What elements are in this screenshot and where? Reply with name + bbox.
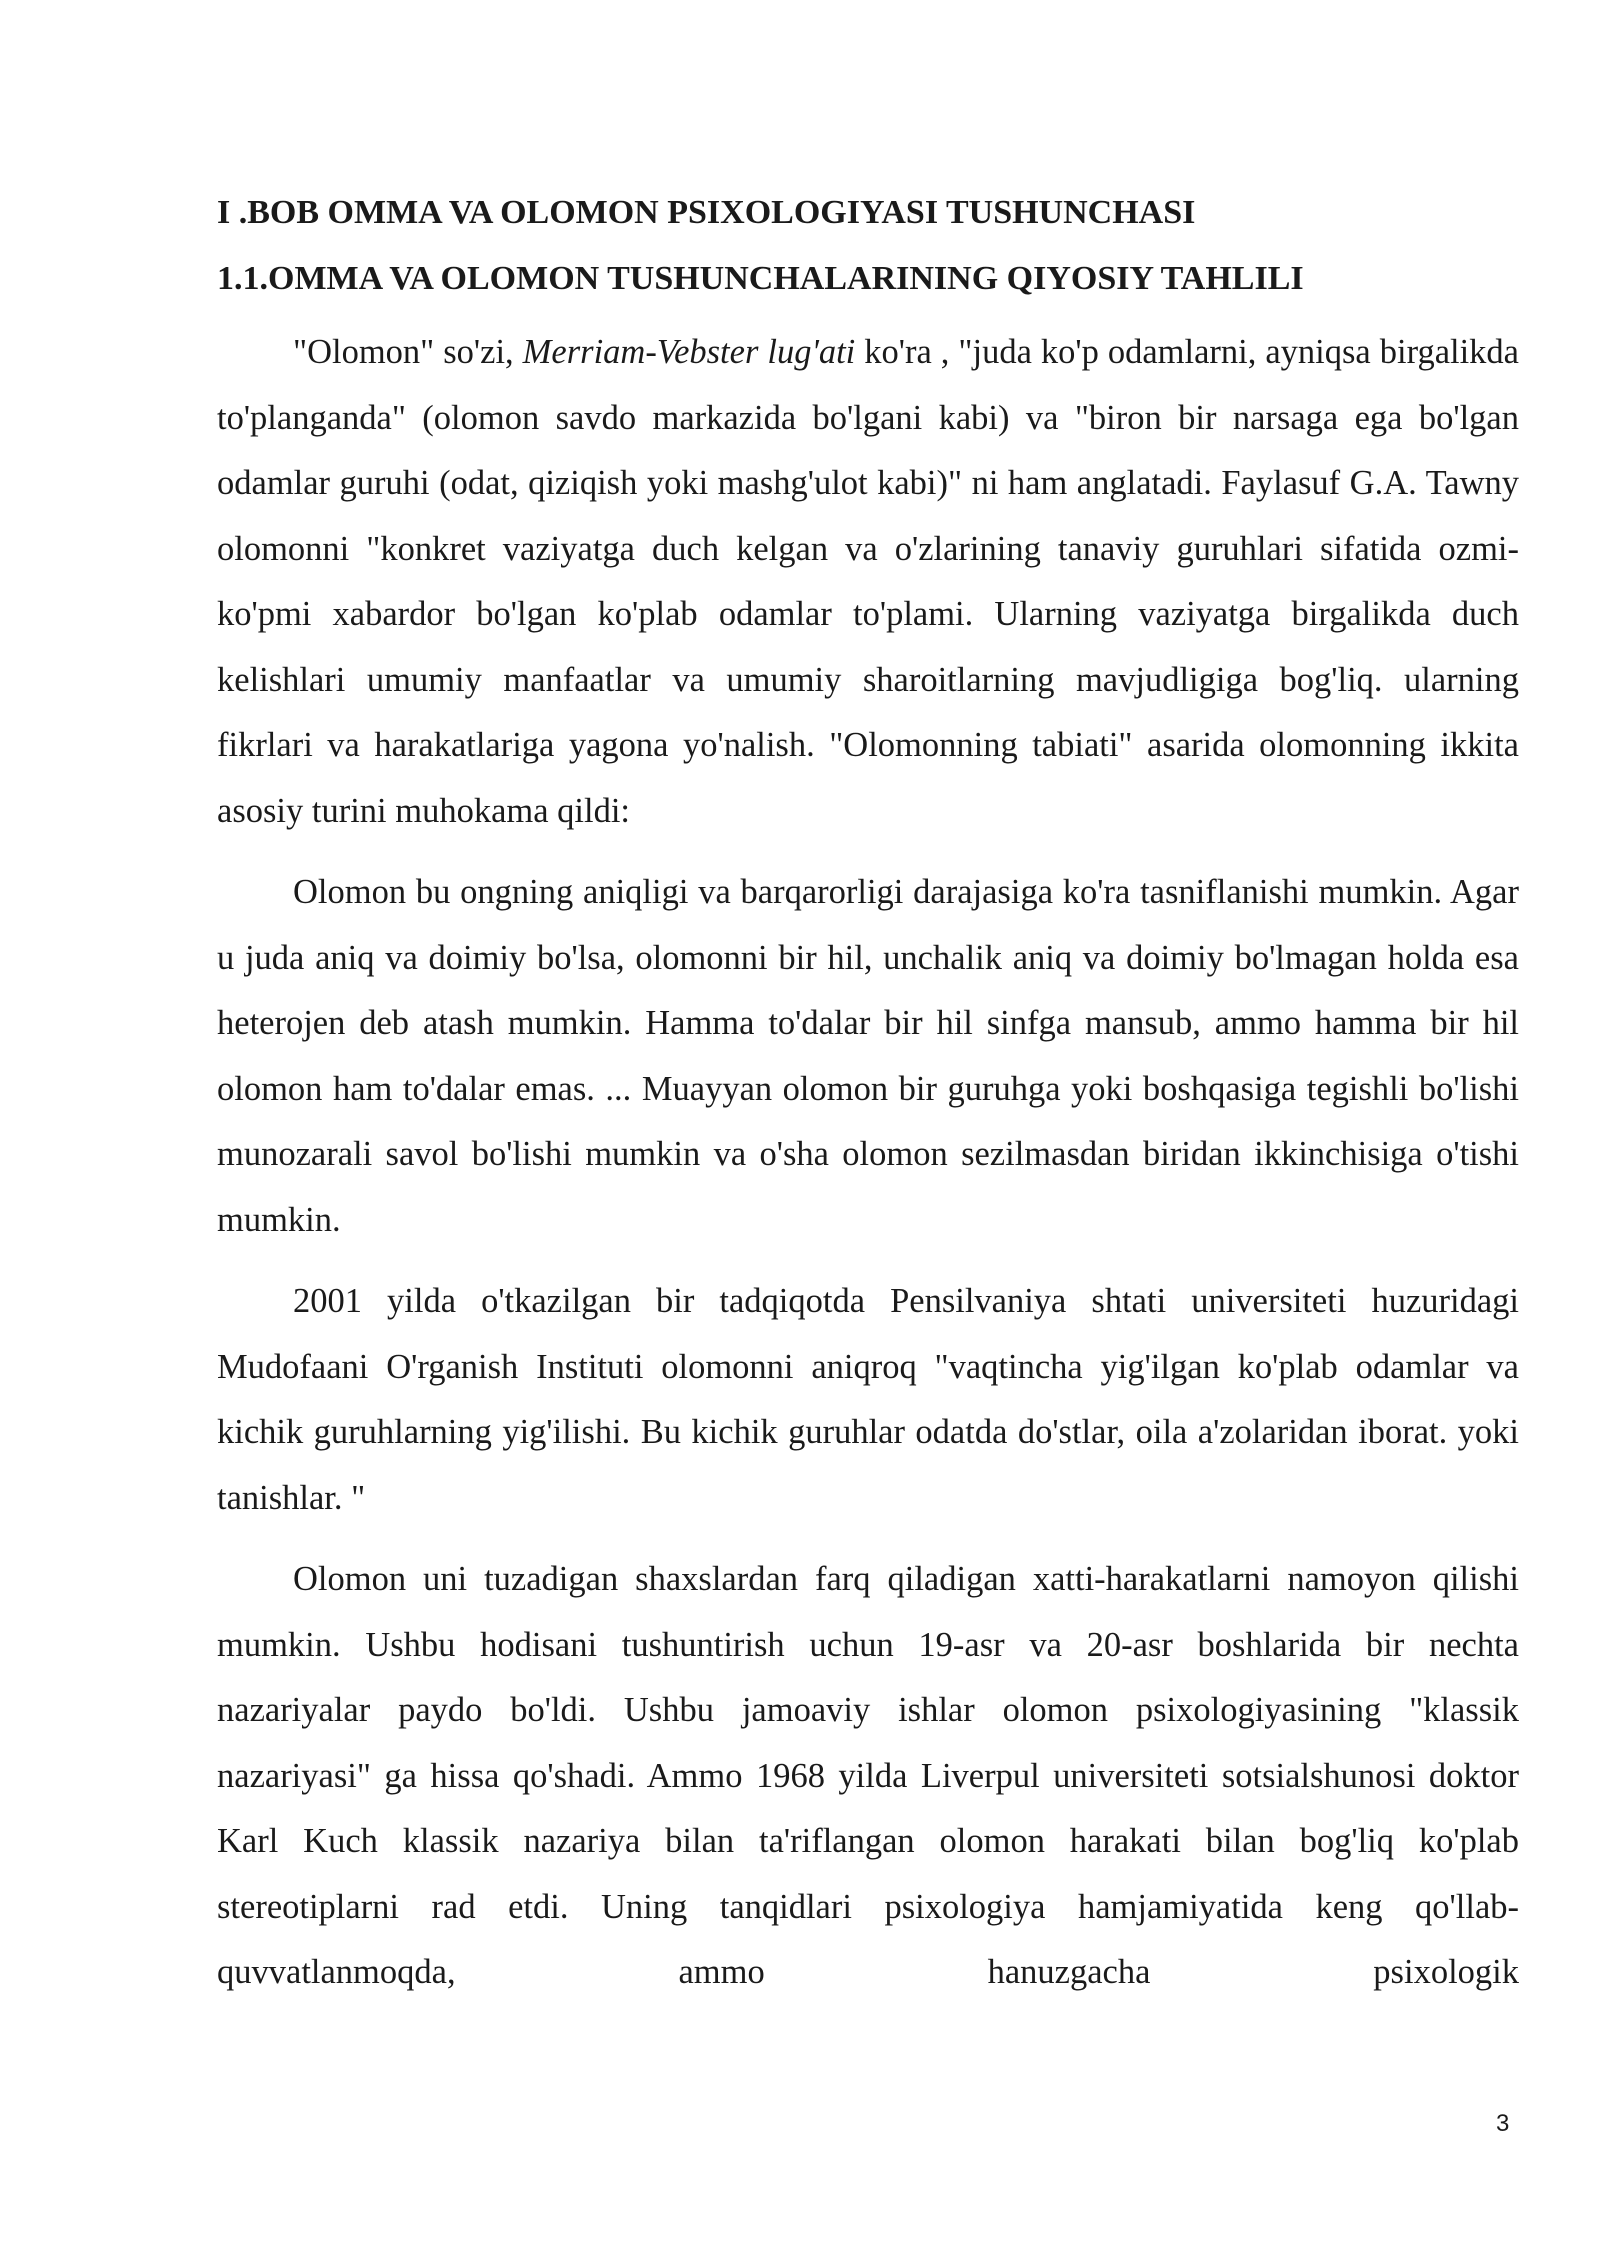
paragraph-1-body: ko'ra , "juda ko'p odamlarni, ayniqsa birgalikda to'planganda" (olomon savdo markazida bo'lgani kabi) va "biron bir narsaga ega bo'lgan odamlar guruhi (odat, qiziqish yoki mashg'ulot kabi)" ni ham anglatadi. Faylasuf G.A. Tawny olomonni "konkret vaziyatga duch kelgan va o'zlarining tanaviy guruhlari sifatida ozmi-ko'pmi xabardor bo'lgan ko'plab odamlar to'plami. Ularning vaziyatga birgalikda duch kelishlari umumiy manfaatlar va umumiy sharoitlarning mavjudligiga bog'liq. ularning fikrlari va harakatlariga yagona yo'nalish. "Olomonning tabiati" asarida olomonning ikkita asosiy turini muhokama qildi: [217,333,1519,830]
paragraph-3: 2001 yilda o'tkazilgan bir tadqiqotda Pensilvaniya shtati universiteti huzuridagi Mudofaani O'rganish Instituti olomonni aniqroq "vaqtincha yig'ilgan ko'plab odamlar va kichik guruhlarning yig'ilishi. Bu kichik guruhlar odatda do'stlar, oila a'zolaridan iborat. yoki tanishlar. " [217,1282,1519,1517]
dictionary-reference: Merriam-Vebster lug'ati [522,333,856,371]
section-heading: 1.1.OMMA VA OLOMON TUSHUNCHALARINING QIYOSIY TAHLILI [217,260,1304,297]
paragraph-1 [217,320,1519,844]
paragraph-2: Olomon bu ongning aniqligi va barqarorligi darajasiga ko'ra tasniflanishi mumkin. Agar u juda aniq va doimiy bo'lsa, olomonni bir hil, unchalik aniq va doimiy bo'lmagan holda esa heterojen deb atash mumkin. Hamma to'dalar bir hil sinfga mansub, ammo hamma bir hil olomon ham to'dalar emas. ... Muayyan olomon bir guruhga yoki boshqasiga tegishli bo'lishi munozarali savol bo'lishi mumkin va o'sha olomon sezilmasdan biridan ikkinchisiga o'tishi mumkin. [217,873,1519,1239]
chapter-heading: I .BOB OMMA VA OLOMON PSIXOLOGIYASI TUSHUNCHASI [217,194,1196,231]
page-number: 3 [1496,2110,1510,2137]
paragraph-4: Olomon uni tuzadigan shaxslardan farq qiladigan xatti-harakatlarni namoyon qilishi mumkin. Ushbu hodisani tushuntirish uchun 19-asr va 20-asr boshlarida bir nechta nazariyalar paydo bo'ldi. Ushbu jamoaviy ishlar olomon psixologiyasining "klassik nazariyasi" ga hissa qo'shadi. Ammo 1968 yilda Liverpul universiteti sotsialshunosi doktor Karl Kuch klassik nazariya bilan ta'riflangan olomon harakati bilan bog'liq ko'plab stereotiplarni rad etdi. Uning tanqidlari psixologiya hamjamiyatida keng qo'llab-quvvatlanmoqda, ammo hanuzgacha psixologik [217,1560,1519,1991]
paragraph-1-intro: "Olomon" so'zi, [293,333,523,371]
document-page [217,180,1519,2006]
